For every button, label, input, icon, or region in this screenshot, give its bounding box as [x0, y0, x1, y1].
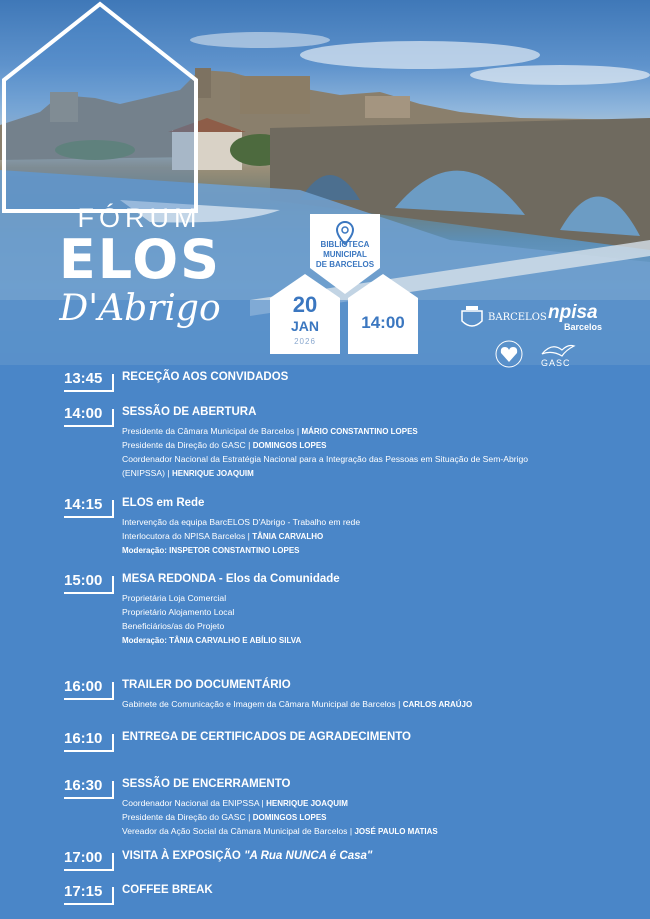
- program-heading-text: TRAILER DO DOCUMENTÁRIO: [122, 679, 291, 691]
- program-time: 14:15: [64, 496, 112, 516]
- program-detail-text: Beneficiários/as do Projeto: [122, 621, 225, 631]
- program-heading: [122, 850, 372, 862]
- program-detail-text: Coordenador Nacional da ENIPSSA |: [122, 798, 267, 808]
- program-detail-line: [122, 697, 472, 712]
- program-detail-line: [122, 529, 323, 544]
- program-heading-text: VISITA À EXPOSIÇÃO: [122, 850, 245, 862]
- program-heading: [122, 679, 291, 691]
- location-text: [308, 240, 382, 270]
- program-heading-emphasis: "A Rua NUNCA é Casa": [244, 850, 373, 862]
- location-line-1: BIBLIOTECA: [320, 240, 370, 249]
- npisa-logo-text: npisa: [548, 302, 598, 323]
- program-heading-text: ENTREGA DE CERTIFICADOS DE AGRADECIMENTO: [122, 731, 412, 743]
- location-line-3: DE BARCELOS: [315, 260, 375, 269]
- title-house-outline: [0, 0, 200, 215]
- program-detail-text: Interlocutora do NPISA Barcelos |: [122, 531, 253, 541]
- program-heading-text: MESA REDONDA - Elos da Comunidade: [122, 573, 340, 585]
- program-detail-text: Vereador da Ação Social da Câmara Municipal de Barcelos |: [122, 826, 355, 836]
- program-detail-line: [122, 452, 562, 481]
- program-heading-text: COFFEE BREAK: [122, 884, 213, 896]
- gasc-bird-icon: [538, 340, 578, 360]
- program-time: 16:10: [64, 730, 112, 750]
- program-heading: [122, 573, 340, 585]
- program-detail-line: [122, 796, 348, 811]
- program-detail-name: CARLOS ARAÚJO: [402, 700, 473, 709]
- program-detail-text: Presidente da Câmara Municipal de Barcelos |: [122, 426, 302, 436]
- barcelos-logo-text: BARCELOS: [488, 312, 547, 323]
- program-heading: [122, 371, 288, 383]
- program-detail-line: [122, 591, 226, 605]
- program-heading-text: SESSÃO DE ABERTURA: [122, 406, 257, 418]
- program-heading: [122, 778, 290, 790]
- program-heading: [122, 406, 256, 418]
- program-time: 16:00: [64, 678, 112, 698]
- program-detail-name: Moderação: TÂNIA CARVALHO E ABÍLIO SILVA: [122, 636, 302, 645]
- program-detail-text: Proprietário Alojamento Local: [122, 607, 235, 617]
- program-detail-line: [122, 619, 224, 633]
- program-heading: [122, 884, 213, 896]
- program-heading-text: SESSÃO DE ENCERRAMENTO: [122, 778, 291, 790]
- program-detail-text: Intervenção da equipa BarcELOS D'Abrigo - Trabalho em rede: [122, 517, 361, 527]
- program-detail-text: Presidente da Direção do GASC |: [122, 440, 253, 450]
- event-year: 2026: [294, 337, 316, 346]
- program-detail-line: [122, 543, 300, 558]
- program-detail-name: MÁRIO CONSTANTINO LOPES: [301, 427, 418, 436]
- heart-badge-icon: [494, 338, 524, 370]
- elos-title: ELOS: [58, 228, 222, 291]
- program-time: 17:00: [64, 849, 112, 869]
- dabrigo-title: D'Abrigo: [59, 288, 221, 329]
- location-line-2: MUNICIPAL: [323, 250, 367, 259]
- program-detail-line: [122, 424, 418, 439]
- program-heading: [122, 731, 411, 743]
- program-time: 13:45: [64, 370, 112, 390]
- event-time: 14:00: [361, 313, 405, 332]
- program-time: 16:30: [64, 777, 112, 797]
- program-time: 17:15: [64, 883, 112, 903]
- program-heading-text: ELOS em Rede: [122, 497, 205, 509]
- program-detail-text: Presidente da Direção do GASC |: [122, 812, 253, 822]
- program-detail-text: Gabinete de Comunicação e Imagem da Câmara Municipal de Barcelos |: [122, 699, 403, 709]
- program-detail-name: DOMINGOS LOPES: [252, 441, 327, 450]
- program-detail-name: Moderação: INSPETOR CONSTANTINO LOPES: [122, 546, 300, 555]
- event-month: JAN: [290, 318, 319, 334]
- npisa-logo-subtext: Barcelos: [564, 322, 603, 332]
- program-detail-name: TÂNIA CARVALHO: [252, 532, 324, 541]
- gasc-logo-text: GASC: [541, 358, 571, 368]
- program-detail-line: [122, 824, 438, 839]
- program-time: 15:00: [64, 572, 112, 592]
- program-detail-line: [122, 438, 327, 453]
- program-detail-line: [122, 605, 234, 619]
- event-day: 20: [292, 292, 318, 317]
- barcelos-crest-icon: [458, 305, 486, 331]
- program-detail-text: Proprietária Loja Comercial: [122, 593, 227, 603]
- program-detail-name: JOSÉ PAULO MATIAS: [354, 827, 438, 836]
- program-detail-line: [122, 633, 301, 648]
- program-detail-line: [122, 810, 327, 825]
- program-detail-text: Coordenador Nacional da Estratégia Nacional para a Integração das Pessoas em Situação de Sem-Abrigo (ENIPSSA) |: [122, 454, 529, 478]
- program-heading-text: RECEÇÃO AOS CONVIDADOS: [122, 371, 289, 383]
- program-detail-name: HENRIQUE JOAQUIM: [266, 799, 348, 808]
- forum-title: FÓRUM: [77, 203, 202, 233]
- program-detail-name: DOMINGOS LOPES: [252, 813, 327, 822]
- program-detail-line: [122, 515, 360, 529]
- program-heading: [122, 497, 204, 509]
- program-detail-name: HENRIQUE JOAQUIM: [172, 469, 254, 478]
- program-time: 14:00: [64, 405, 112, 425]
